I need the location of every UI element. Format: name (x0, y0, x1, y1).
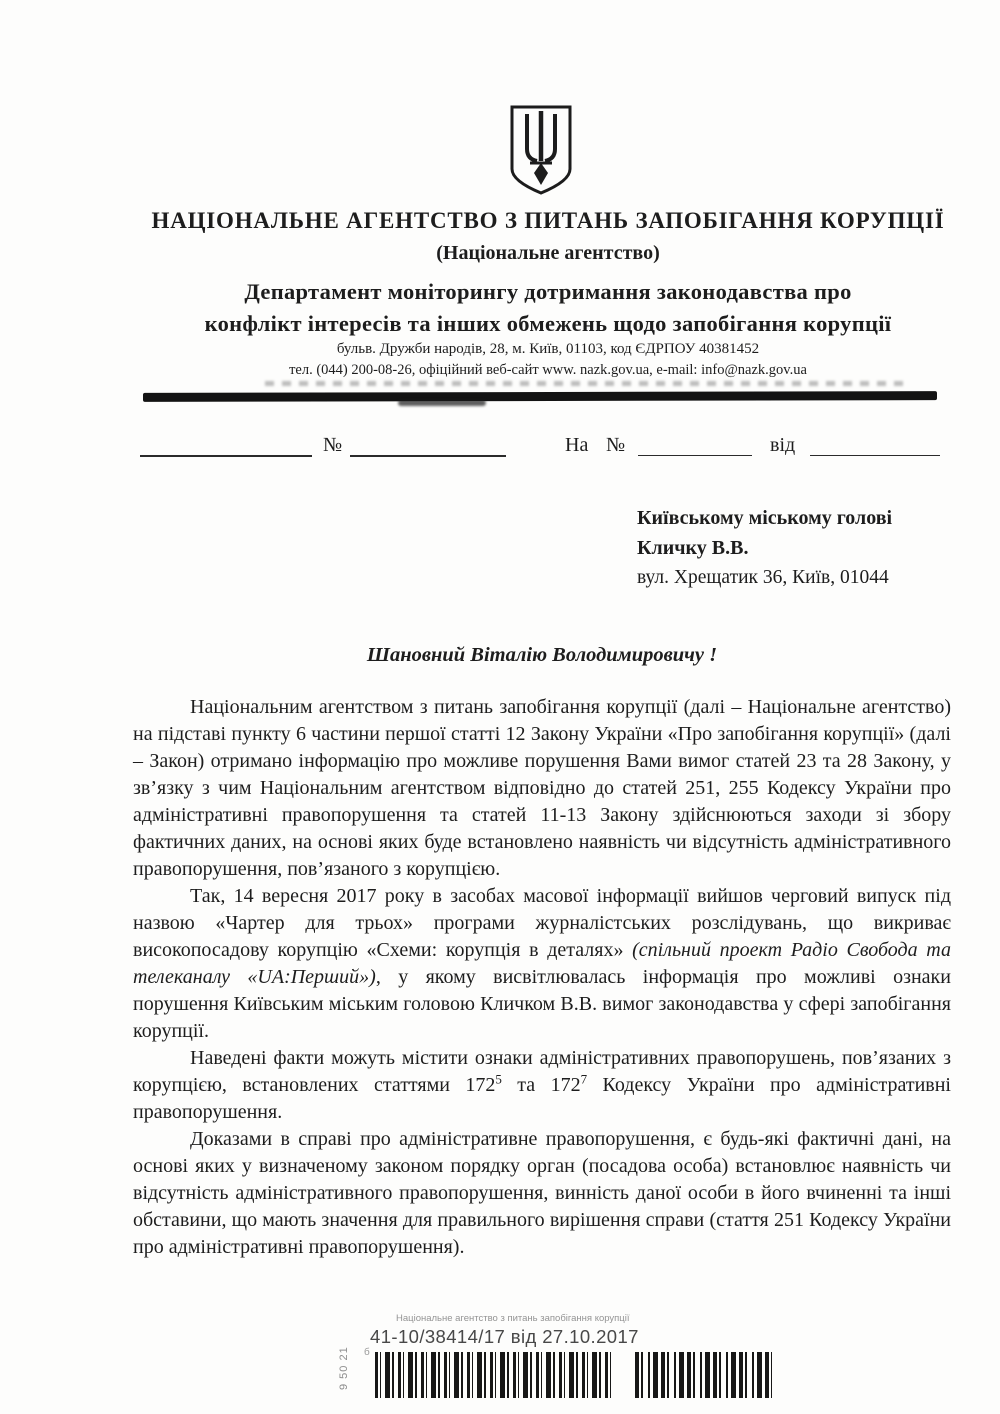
scan-smudge (265, 381, 905, 386)
agency-short-name: (Національне агентство) (436, 242, 660, 264)
salutation: Шановний Віталію Володимировичу ! (366, 644, 718, 666)
ukraine-trident-emblem (507, 103, 575, 197)
reply-number-label: № (606, 434, 626, 456)
handwritten-side-mark: 9 50 21 (338, 1346, 350, 1390)
outgoing-number-label: № (323, 434, 343, 456)
recipient-address: вул. Хрещатик 36, Київ, 01044 (637, 567, 889, 588)
agency-contacts: тел. (044) 200-08-26, офіційний веб-сайт www. nazk.gov.ua, e-mail: info@nazk.gov.ua (289, 362, 807, 378)
department-line1: Департамент моніторингу дотримання законодавства про (244, 279, 852, 304)
agency-name: НАЦІОНАЛЬНЕ АГЕНТСТВО З ПИТАНЬ ЗАПОБІГАННЯ КОРУПЦІЇ (151, 208, 945, 233)
agency-address: бульв. Дружби народів, 28, м. Київ, 01103, код ЄДРПОУ 40381452 (336, 341, 760, 357)
scan-ink-blot (398, 400, 486, 406)
recipient-title: Київському міському голові (637, 507, 893, 529)
reply-date-blank-line (810, 441, 940, 456)
paragraph-4: Доказами в справі про адміністративне правопорушення, є будь-які фактичні дані, на основі яких у визначеному законом порядку орган (посадова особа) встановлює наявність чи відсутність адміністративного правопорушення, винність даної особи в його вчиненні та інші обставини, що мають значення для правильного вирішення справи (стаття 251 Кодексу України про адміністративні правопорушення). (133, 1128, 951, 1258)
trident-icon (507, 103, 575, 197)
article-superscript-5: 5 (495, 1071, 502, 1087)
reply-number-blank-line (638, 441, 752, 456)
paragraph-2 (133, 883, 951, 1045)
stamp-agency-small-print: Національне агентство з питань запобігання корупції (396, 1313, 630, 1324)
barcode-segment-1 (375, 1352, 612, 1398)
article-superscript-7: 7 (580, 1071, 588, 1087)
outgoing-date-blank-line (140, 441, 312, 457)
paragraph-3-text: Наведені факти можуть містити ознаки адміністративних правопорушень, пов’язаних з корупцією, встановлених статтями 172 (133, 1047, 951, 1096)
registration-number: 41-10/38414/17 від 27.10.2017 (370, 1326, 639, 1347)
reply-to-label: На (565, 434, 589, 456)
stamp-small-mark: б (364, 1347, 370, 1358)
letter-body (133, 694, 951, 1261)
department-name (96, 276, 1000, 340)
department-line2: конфлікт інтересів та інших обмежень щодо запобігання корупції (204, 311, 892, 336)
paragraph-3 (133, 1045, 951, 1126)
paragraph-3-tail: Кодексу України про адміністративні правопорушення. (133, 1074, 951, 1123)
letterhead-divider-rule (143, 391, 937, 402)
paragraph-1: Національним агентством з питань запобігання корупції (далі – Національне агентство) на підставі пункту 6 частини першої статті 12 Закону України «Про запобігання корупції» (далі – Закон) отримано інформацію про можливе порушення Вами вимог статей 23 та 28 Закону, у зв’язку з чим Національним агентством відповідно до статей 251, 255 Кодексу України про адміністративні правопорушення та статей 11-13 Закону здійснюються заходи зі збору фактичних даних, на основі яких буде встановлено наявність чи відсутність адміністративного правопорушення, пов’язаного з корупцією. (133, 696, 951, 880)
recipient-block (637, 503, 892, 593)
paragraph-3-mid: та 172 (501, 1074, 581, 1096)
recipient-name: Кличку В.В. (637, 537, 749, 559)
paragraph-2-tail: , у якому висвітлювалась інформація про можливі ознаки порушення Київським міським головою Кличком В.В. вимог законодавства у сфері запобігання корупції. (133, 966, 951, 1042)
paragraph-2-italic-note: (спільний проект Радіо Свобода та телеканалу «UA:Перший») (133, 939, 951, 988)
paragraph-2-text: Так, 14 вересня 2017 року в засобах масової інформації вийшов черговий випуск під назвою «Чартер для трьох» програми журналістських розслідувань, що викриває високопосадову корупцію «Схеми: корупція в деталях» (133, 885, 951, 961)
reply-date-label: від (770, 434, 796, 456)
outgoing-number-blank-line (350, 441, 506, 457)
barcode-segment-2 (635, 1352, 772, 1398)
